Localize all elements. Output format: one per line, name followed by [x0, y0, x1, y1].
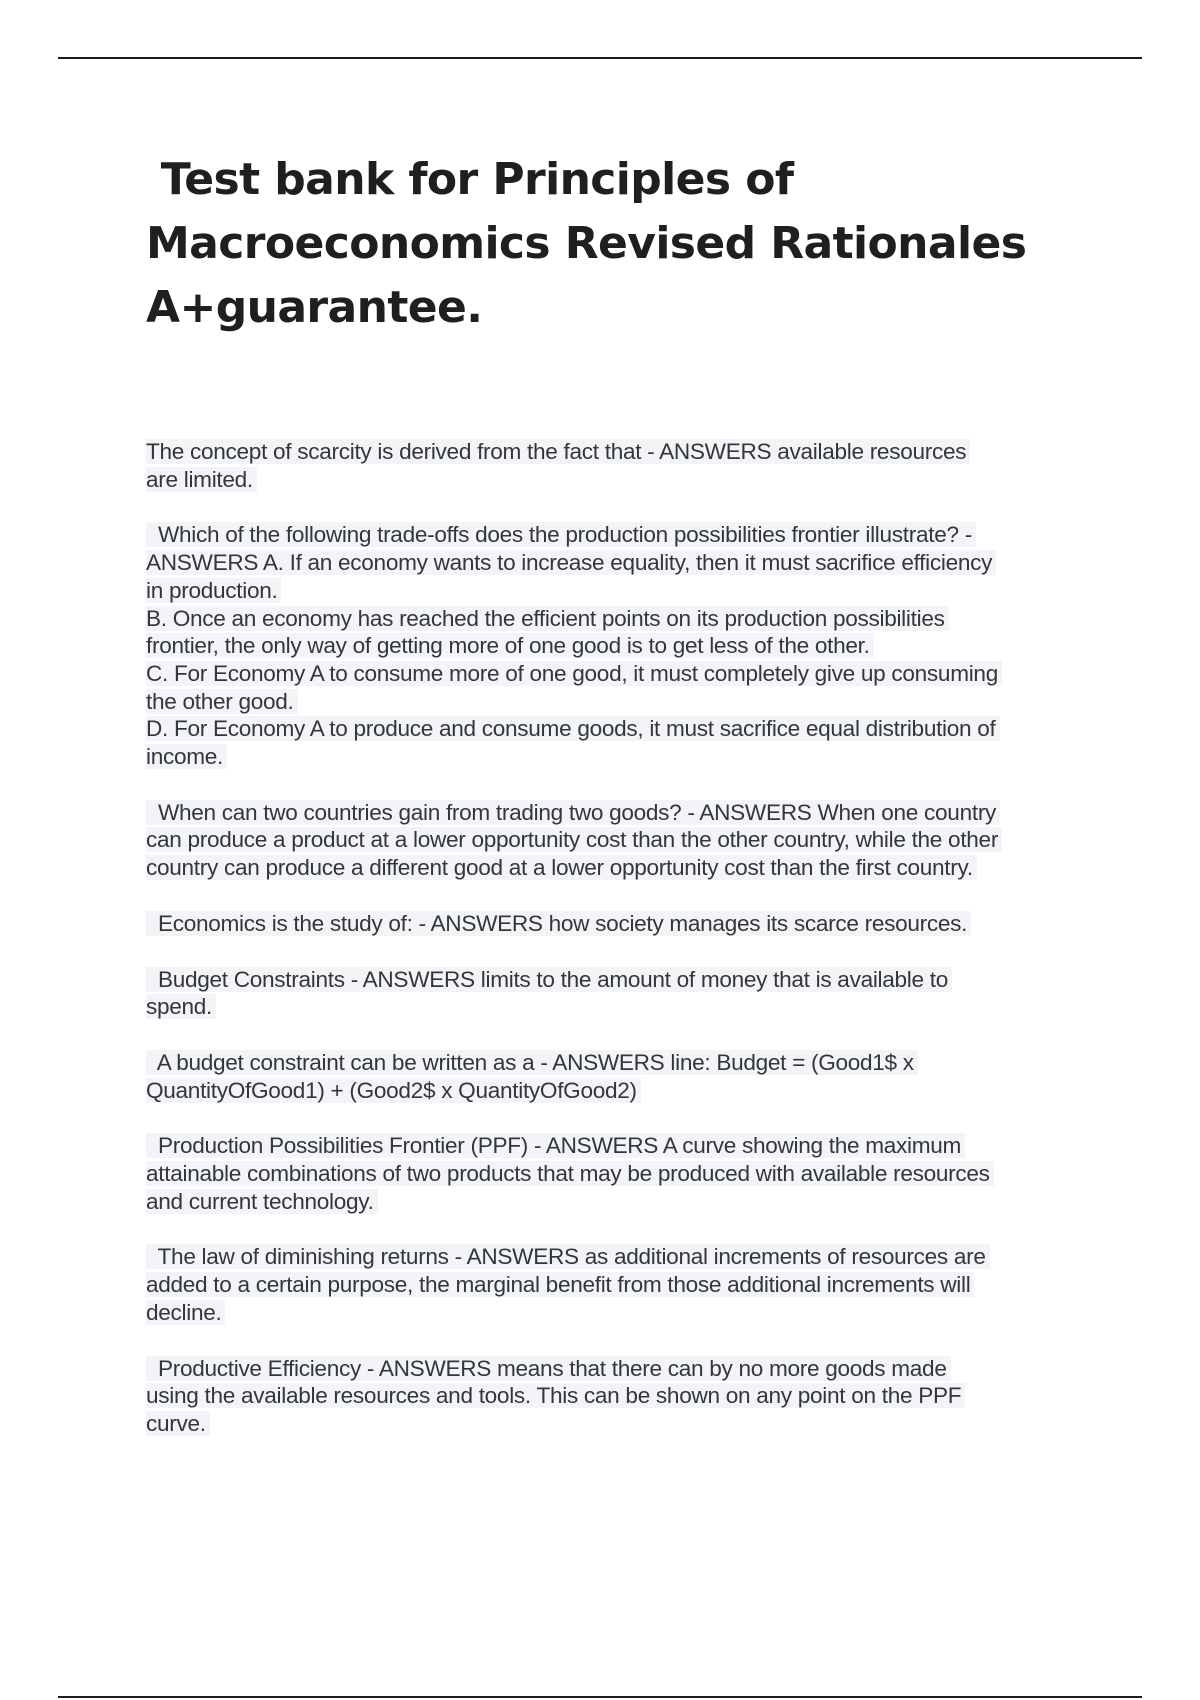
entry-line: Which of the following trade-offs does the production possibilities frontier illustrate? -	[146, 522, 976, 547]
entry-line: curve.	[146, 1411, 210, 1436]
entry-line: QuantityOfGood1) + (Good2$ x QuantityOfGood2)	[146, 1078, 641, 1103]
top-rule	[58, 57, 1142, 59]
title-line: Macroeconomics Revised Rationales	[146, 218, 1027, 269]
entry-line: The law of diminishing returns - ANSWERS as additional increments of resources are	[146, 1244, 990, 1269]
entry-line: ANSWERS A. If an economy wants to increase equality, then it must sacrifice efficiency	[146, 550, 996, 575]
entry-line: using the available resources and tools. This can be shown on any point on the PPF	[146, 1383, 965, 1408]
entry-line: decline.	[146, 1300, 225, 1325]
entry-line: B. Once an economy has reached the efficient points on its production possibilities	[146, 606, 949, 631]
entry-line: Production Possibilities Frontier (PPF) - ANSWERS A curve showing the maximum	[146, 1133, 965, 1158]
entry-line: the other good.	[146, 689, 298, 714]
qa-entry	[146, 1243, 1106, 1326]
entry-line: added to a certain purpose, the marginal benefit from those additional increments will	[146, 1272, 974, 1297]
title-line: A+guarantee.	[146, 282, 483, 333]
qa-entry	[146, 910, 1106, 938]
qa-entry	[146, 1355, 1106, 1438]
entry-line: are limited.	[146, 467, 257, 492]
qa-entries	[146, 438, 1106, 1466]
entry-line: D. For Economy A to produce and consume goods, it must sacrifice equal distribution of	[146, 716, 1000, 741]
entry-line: in production.	[146, 578, 281, 603]
entry-line: country can produce a different good at a lower opportunity cost than the first country.	[146, 855, 977, 880]
entry-line: Productive Efficiency - ANSWERS means that there can by no more goods made	[146, 1356, 951, 1381]
entry-line: C. For Economy A to consume more of one good, it must completely give up consuming	[146, 661, 1002, 686]
entry-line: The concept of scarcity is derived from the fact that - ANSWERS available resources	[146, 439, 970, 464]
entry-line: A budget constraint can be written as a - ANSWERS line: Budget = (Good1$ x	[146, 1050, 918, 1075]
qa-entry	[146, 799, 1106, 882]
bottom-rule	[58, 1696, 1142, 1698]
entry-line: When can two countries gain from trading two goods? - ANSWERS When one country	[146, 800, 1000, 825]
qa-entry	[146, 521, 1106, 770]
document-title	[146, 148, 1046, 340]
qa-entry	[146, 1049, 1106, 1104]
entry-line: Economics is the study of: - ANSWERS how society manages its scarce resources.	[146, 911, 971, 936]
entry-line: Budget Constraints - ANSWERS limits to the amount of money that is available to	[146, 967, 952, 992]
entry-line: income.	[146, 744, 227, 769]
entry-line: frontier, the only way of getting more of one good is to get less of the other.	[146, 633, 874, 658]
entry-line: can produce a product at a lower opportunity cost than the other country, while the other	[146, 827, 1002, 852]
qa-entry	[146, 966, 1106, 1021]
entry-line: spend.	[146, 994, 216, 1019]
qa-entry	[146, 1132, 1106, 1215]
qa-entry	[146, 438, 1106, 493]
entry-line: and current technology.	[146, 1189, 378, 1214]
entry-line: attainable combinations of two products that may be produced with available resources	[146, 1161, 994, 1186]
title-line: Test bank for Principles of	[146, 154, 794, 205]
